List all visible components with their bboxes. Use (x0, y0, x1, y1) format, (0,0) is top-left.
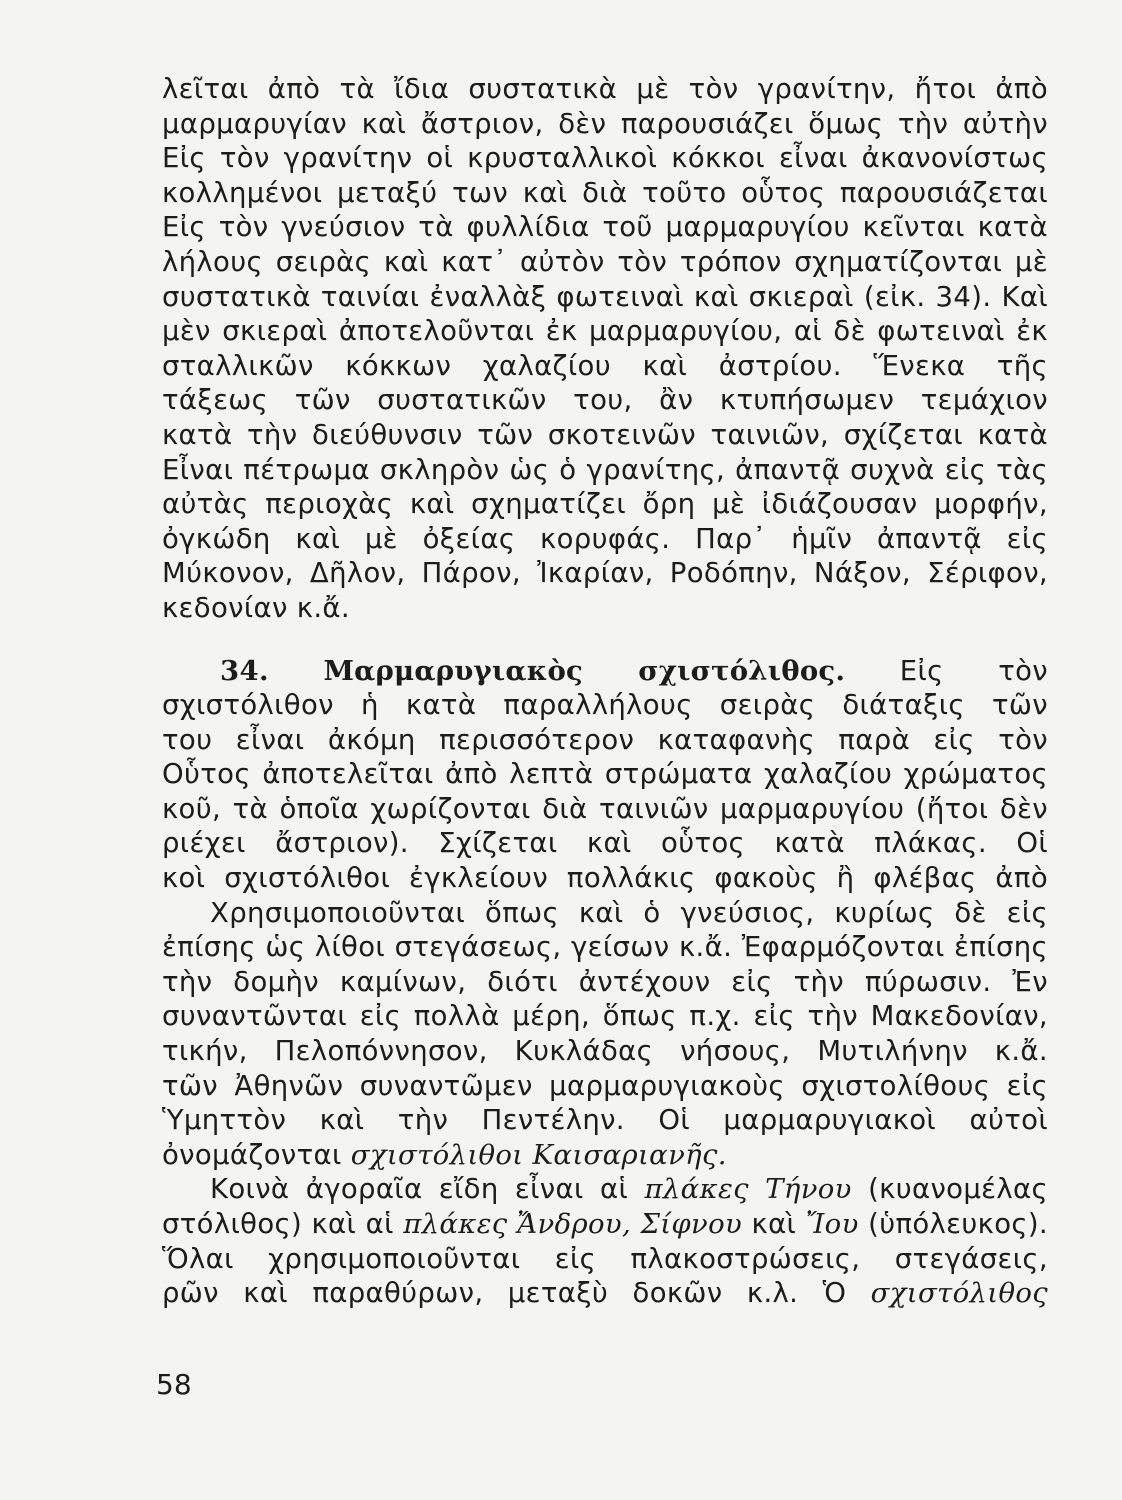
text-line: Εἶναι πέτρωμα σκληρὸν ὡς ὁ γρανίτης, ἀπαντᾷ συχνὰ εἰς τὰς (162, 453, 1048, 486)
text-fragment: (ὑπόλευκος). (868, 1208, 1048, 1240)
text-line: Ὑμηττὸν καὶ τὴν Πεντέλην. Οἱ μαρμαρυγιακοὶ αὐτοὶ (162, 1104, 1048, 1137)
text-line: ἐπίσης ὡς λίθοι στεγάσεως, γείσων κ.ἄ. Ἐφαρμόζονται ἐπίσης (162, 931, 1048, 964)
text-fragment: (κυανομέλας (868, 1173, 1048, 1206)
paragraph-gneiss (162, 72, 1048, 626)
text-line: κοὶ σχιστόλιθοι ἐγκλείουν πολλάκις φακοὺς ἢ φλέβας ἀπὸ (162, 862, 1048, 895)
text-line: Εἰς τὸν γνεύσιον τὰ φυλλίδια τοῦ μαρμαρυγίου κεῖνται κατὰ (162, 211, 1048, 244)
text-line: Εἰς τὸν γρανίτην οἱ κρυσταλλικοὶ κόκκοι εἶναι ἀκανονίστως (162, 142, 1048, 175)
text-line: τῶν Ἀθηνῶν συναντῶμεν μαρμαρυγιακοὺς σχιστολίθους εἰς (162, 1069, 1048, 1102)
text-fragment: στόλιθος) καὶ αἱ (162, 1208, 394, 1240)
text-fragment: καὶ (751, 1208, 797, 1240)
text-line: κατὰ τὴν διεύθυνσιν τῶν σκοτεινῶν ταινιῶν, σχίζεται κατὰ (162, 418, 1048, 451)
text-line: σταλλικῶν κόκκων χαλαζίου καὶ ἀστρίου. Ἕνεκα τῆς (162, 349, 1048, 382)
text-fragment: Εἰς τὸν (899, 654, 1048, 687)
text-line: Μύκονον, Δῆλον, Πάρον, Ἰκαρίαν, Ροδόπην, Νάξον, Σέριφον, (162, 557, 1048, 590)
italic-term: πλάκες Τήνου (644, 1173, 852, 1206)
paragraph-commercial-types (162, 1172, 1048, 1310)
italic-term: πλάκες Ἄνδρου, Σίφνου (403, 1208, 743, 1240)
text-line: μαρμαρυγίαν καὶ ἄστριον, δὲν παρουσιάζει ὅμως τὴν αὐτὴν (162, 107, 1048, 140)
text-line: αὐτὰς περιοχὰς καὶ σχηματίζει ὄρη μὲ ἰδιάζουσαν μορφήν, (162, 488, 1048, 521)
text-line: κεδονίαν κ.ἄ. (162, 591, 350, 624)
section-34 (162, 654, 1048, 896)
section-heading-line (162, 654, 1048, 689)
text-fragment: Κοινὰ ἀγοραῖα εἴδη εἶναι αἱ (210, 1173, 629, 1206)
text-fragment: ὀνομάζονται (162, 1138, 342, 1171)
section-gap (162, 626, 1048, 654)
text-line (162, 1276, 1048, 1311)
text-line: συναντῶνται εἰς πολλὰ μέρη, ὅπως π.χ. εἰς τὴν Μακεδονίαν, (162, 1000, 1048, 1033)
page-number: 58 (156, 1368, 192, 1401)
text-fragment: ρῶν καὶ παραθύρων, μεταξὺ δοκῶν κ.λ. Ὁ (162, 1277, 847, 1310)
text-line: τὴν δομὴν καμίνων, διότι ἀντέχουν εἰς τὴν πύρωσιν. Ἐν (162, 965, 1048, 998)
text-line: του εἶναι ἀκόμη περισσότερον καταφανὴς παρὰ εἰς τὸν (162, 723, 1048, 756)
text-line: τικήν, Πελοπόννησον, Κυκλάδας νήσους, Μυτιλήνην κ.ἄ. (162, 1035, 1048, 1068)
text-line (162, 1138, 1048, 1173)
text-line: κοῦ, τὰ ὁποῖα χωρίζονται διὰ ταινιῶν μαρμαρυγίου (ἤτοι δὲν (162, 792, 1048, 825)
paragraph-uses (162, 896, 1048, 1173)
text-line: Χρησιμοποιοῦνται ὅπως καὶ ὁ γνεύσιος, κυρίως δὲ εἰς (210, 896, 1048, 929)
text-line: σχιστόλιθον ἡ κατὰ παραλλήλους σειρὰς διάταξις τῶν (162, 689, 1048, 722)
text-line: τάξεως τῶν συστατικῶν του, ἂν κτυπήσωμεν τεμάχιον (162, 384, 1048, 417)
italic-term: Ἴου (805, 1208, 859, 1240)
text-line: μὲν σκιεραὶ ἀποτελοῦνται ἐκ μαρμαρυγίου, αἱ δὲ φωτειναὶ ἐκ (162, 315, 1048, 348)
text-line (162, 1207, 1048, 1242)
text-line: συστατικὰ ταινίαι ἐναλλὰξ φωτειναὶ καὶ σκιεραὶ (εἰκ. 34). Καὶ (162, 280, 1048, 313)
text-line: λεῖται ἀπὸ τὰ ἴδια συστατικὰ μὲ τὸν γρανίτην, ἤτοι ἀπὸ (162, 73, 1048, 105)
italic-term: σχιστόλιθος (870, 1277, 1048, 1310)
text-line: λήλους σειρὰς καὶ κατ᾽ αὐτὸν τὸν τρόπον σχηματίζονται μὲ (162, 245, 1048, 278)
page-body-text (162, 72, 1048, 1311)
text-line: Οὗτος ἀποτελεῖται ἀπὸ λεπτὰ στρώματα χαλαζίου χρώματος (162, 758, 1048, 791)
section-title: Μαρμαρυγιακὸς σχιστόλιθος. (323, 654, 846, 687)
text-line: κολλημένοι μεταξύ των καὶ διὰ τοῦτο οὗτος παρουσιάζεται (162, 176, 1048, 209)
text-line (162, 1172, 1048, 1207)
text-line: ὀγκώδη καὶ μὲ ὀξείας κορυφάς. Παρ᾽ ἡμῖν ἀπαντᾷ εἰς (162, 522, 1048, 555)
text-line: Ὅλαι χρησιμοποιοῦνται εἰς πλακοστρώσεις, στεγάσεις, (162, 1242, 1048, 1275)
italic-term: σχιστόλιθοι Καισαριανῆς. (350, 1138, 727, 1171)
section-number: 34. (220, 654, 269, 687)
text-line: ριέχει ἄστριον). Σχίζεται καὶ οὗτος κατὰ πλάκας. Οἱ (162, 827, 1048, 860)
